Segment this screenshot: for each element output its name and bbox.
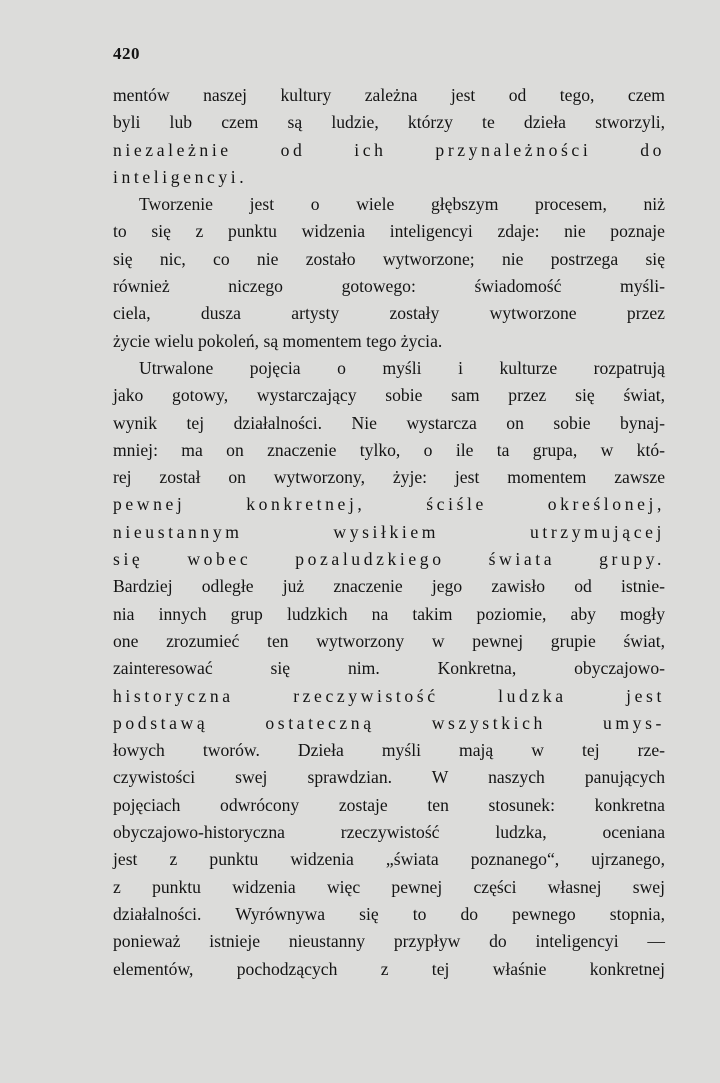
text-line: podstawą ostateczną wszystkich umys- xyxy=(113,712,665,733)
text-line: z punktu widzenia więc pewnej części własnej swej xyxy=(113,876,665,897)
text-line: Tworzenie jest o wiele głębszym procesem, niż xyxy=(139,194,665,215)
text-line: byli lub czem są ludzie, którzy te dzieła stworzyli, xyxy=(113,112,665,133)
text-line: życie wielu pokoleń, są momentem tego życia. xyxy=(113,330,443,351)
text-line: jako gotowy, wystarczający sobie sam przez się świat, xyxy=(113,385,665,406)
text-line: Bardziej odległe już znaczenie jego zawisło od istnie- xyxy=(113,576,665,597)
text-line: historyczna rzeczywistość ludzka jest xyxy=(113,685,665,706)
text-line: nia innych grup ludzkich na takim poziomie, aby mogły xyxy=(113,603,665,624)
text-line: ciela, dusza artysty zostały wytworzone przez xyxy=(113,303,665,324)
text-line: działalności. Wyrównywa się to do pewnego stopnia, xyxy=(113,903,665,924)
page-number: 420 xyxy=(113,44,140,63)
text-line: elementów, pochodzących z tej właśnie konkretnej xyxy=(113,958,665,979)
text-line: czywistości swej sprawdzian. W naszych panujących xyxy=(113,767,665,788)
text-line: nieustannym wysiłkiem utrzymującej xyxy=(113,521,665,542)
text-line: pewnej konkretnej, ściśle określonej, xyxy=(113,494,665,515)
text-line: obyczajowo-historyczna rzeczywistość ludzka, oceniana xyxy=(113,822,665,843)
text-line: inteligencyi. xyxy=(113,166,248,187)
text-line: pojęciach odwrócony zostaje ten stosunek: konkretna xyxy=(113,794,665,815)
text-line: mniej: ma on znaczenie tylko, o ile ta grupa, w któ- xyxy=(113,439,665,460)
text-line: łowych tworów. Dzieła myśli mają w tej rze- xyxy=(113,740,665,761)
text-line: wynik tej działalności. Nie wystarcza on sobie bynaj- xyxy=(113,412,665,433)
text-line: również niczego gotowego: świadomość myśli- xyxy=(113,276,665,297)
text-line: jest z punktu widzenia „świata poznanego“, ujrzanego, xyxy=(113,849,665,870)
text-line: się nic, co nie zostało wytworzone; nie postrzega się xyxy=(113,248,665,269)
text-line: Utrwalone pojęcia o myśli i kulturze rozpatrują xyxy=(139,357,665,378)
text-line: zainteresować się nim. Konkretna, obyczajowo- xyxy=(113,658,665,679)
text-line: się wobec pozaludzkiego świata grupy. xyxy=(113,549,665,570)
text-line: mentów naszej kultury zależna jest od tego, czem xyxy=(113,85,665,105)
text-line: ponieważ istnieje nieustanny przypływ do inteligencyi — xyxy=(113,931,665,952)
text-line: one zrozumieć ten wytworzony w pewnej grupie świat, xyxy=(113,630,665,651)
text-line: rej został on wytworzony, żyje: jest momentem zawsze xyxy=(113,467,665,488)
text-line: niezależnie od ich przynależności do xyxy=(113,139,665,160)
body-text xyxy=(113,82,665,983)
text-line: to się z punktu widzenia inteligencyi zdaje: nie poznaje xyxy=(113,221,665,242)
